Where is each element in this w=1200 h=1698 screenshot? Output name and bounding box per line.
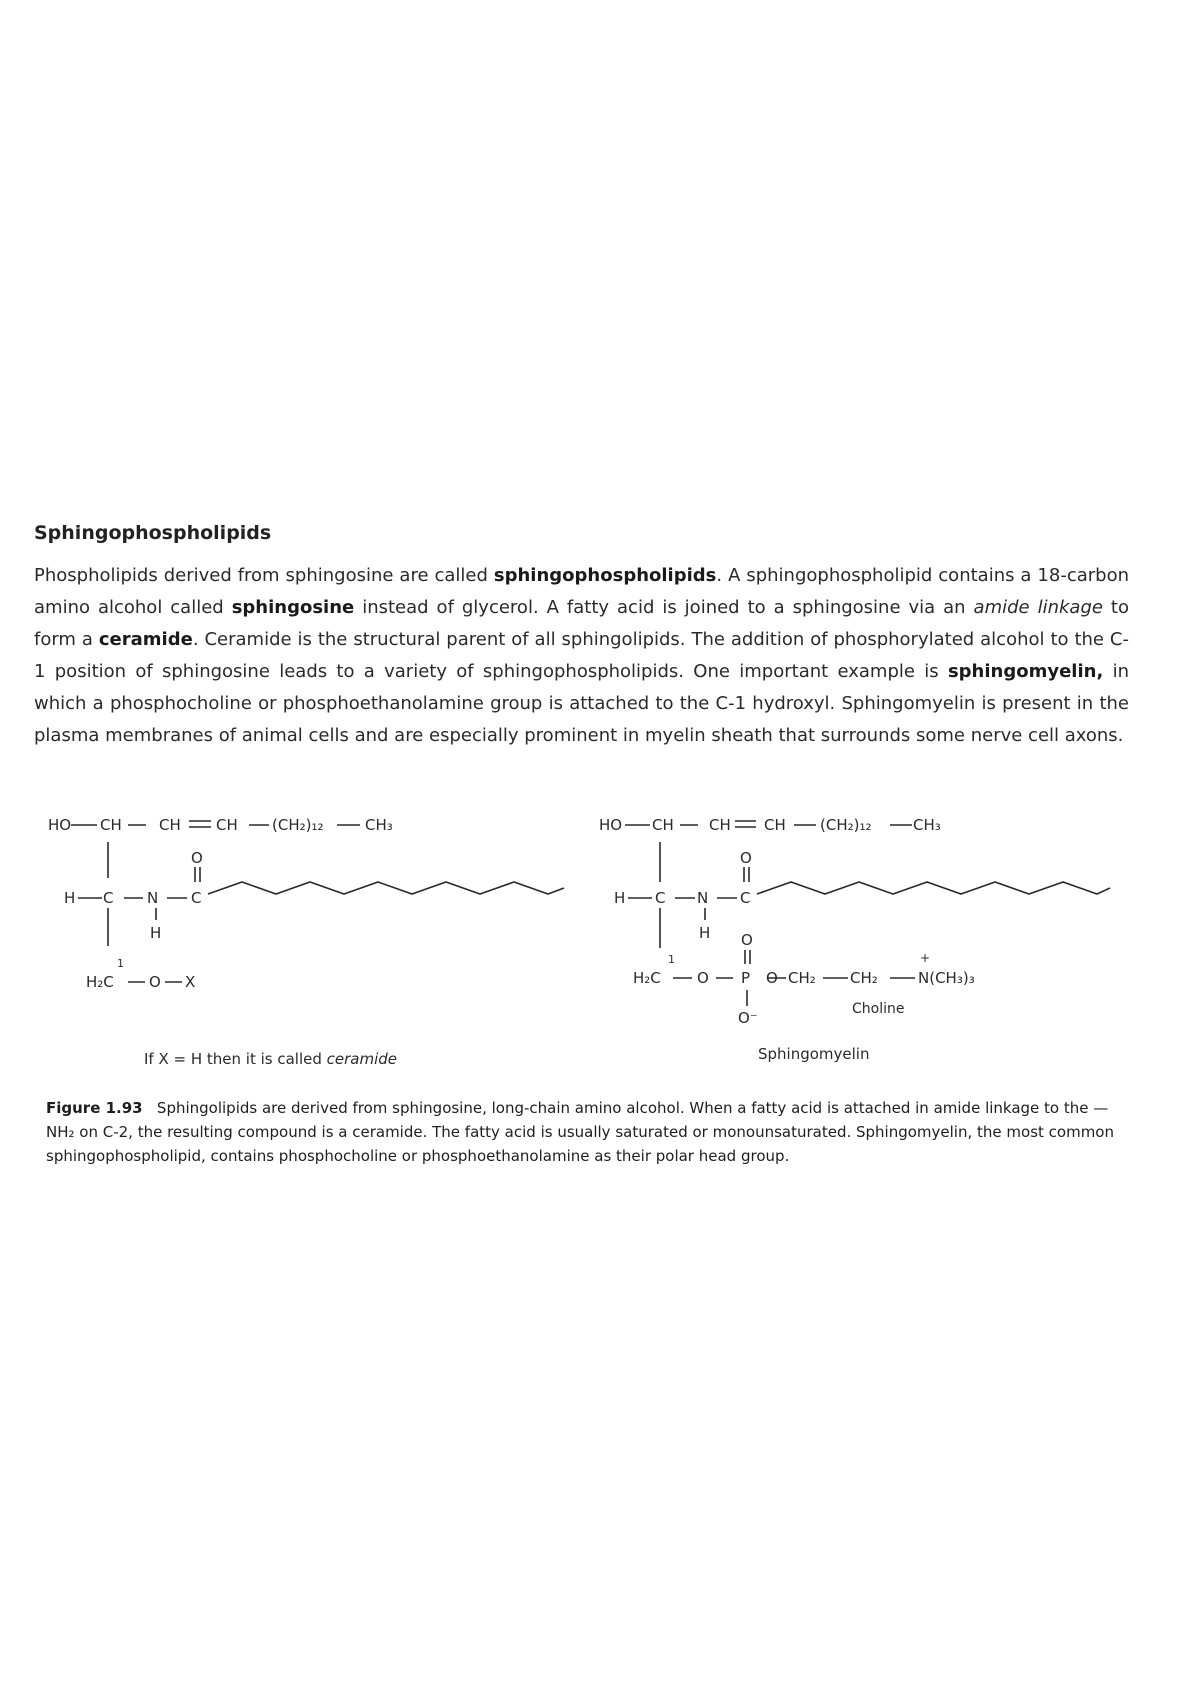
trimethylammonium-label: N(CH₃)₃ [918,969,975,987]
ch-label: CH [652,816,674,834]
x-group-label: X [185,973,196,991]
oxygen-label: O [766,969,778,987]
methyl-label: CH₃ [365,816,393,834]
carbon-number-label: 1 [117,957,124,970]
h2c-label: H₂C [633,969,661,987]
structures-figure [0,790,1200,1090]
term-sphingosine: sphingosine [231,597,355,618]
methylene-label: CH₂ [788,969,816,987]
caption-text: Sphingolipids are derived from sphingosine, long-chain amino alcohol. When a fatty acid is attached in amide linkage to the —NH₂ on C-2, the resulting compound is a ceramide. The fatty acid is usually saturated or monounsaturated. Sphingomyelin, the most common sphingophospholipid, contains phosphocholine or phosphoethanolamine as their polar head group. [46,1099,1114,1165]
chain-group-label: (CH₂)₁₂ [820,816,872,834]
methylene-label: CH₂ [850,969,878,987]
amide-hydrogen-label: H [150,924,162,942]
figure-caption [46,1096,1116,1168]
ho-label: HO [599,816,623,834]
section-heading: Sphingophospholipids [34,522,272,544]
carbon-label: C [103,889,114,907]
carbonyl-carbon-label: C [740,889,751,907]
para-text-4: to form a [34,597,1129,650]
para-text-5: . Ceramide is the structural parent of all sphingolipids. The addition of phosphorylated alcohol to the C-1 position of sphingosine leads to a variety of sphingophospholipids. One important example is [34,629,1129,682]
para-text-2: . A sphingophospholipid contains a 18-carbon amino alcohol called [34,565,1129,618]
hydrogen-label: H [614,889,626,907]
positive-charge-label: + [920,951,931,965]
sphingomyelin-label: Sphingomyelin [758,1045,870,1063]
figure-number: Figure 1.93 [46,1099,143,1117]
ceramide-note-term: ceramide [326,1050,398,1068]
carbonyl-oxygen-label: O [740,849,752,867]
body-paragraph [34,560,1129,752]
carbonyl-carbon-label: C [191,889,202,907]
oxyanion-label: O⁻ [738,1009,758,1027]
ceramide-note [144,1050,397,1068]
ch-label: CH [100,816,122,834]
phosphorus-label: P [741,969,751,987]
ch-label: CH [216,816,238,834]
ch-label: CH [764,816,786,834]
para-text-1: Phospholipids derived from sphingosine are called [34,565,494,586]
methyl-label: CH₃ [913,816,941,834]
term-sphingomyelin: sphingomyelin, [947,661,1104,682]
h2c-label: H₂C [86,973,114,991]
term-sphingophospholipids: sphingophospholipids [493,565,717,586]
oxygen-label: O [697,969,709,987]
ceramide-note-prefix: If X = H then it is called [144,1050,327,1068]
choline-label: Choline [852,1001,905,1017]
term-ceramide: ceramide [98,629,193,650]
nitrogen-label: N [147,889,159,907]
ch-label: CH [159,816,181,834]
ch-label: CH [709,816,731,834]
ho-label: HO [48,816,72,834]
para-text-3: instead of glycerol. A fatty acid is joined to a sphingosine via an [354,597,974,618]
carbon-number-label: 1 [668,953,675,966]
term-amide-linkage: amide linkage [973,597,1103,618]
amide-hydrogen-label: H [699,924,711,942]
carbonyl-oxygen-label: O [191,849,203,867]
nitrogen-label: N [697,889,709,907]
phosphoryl-oxygen-label: O [741,931,753,949]
para-text-6: in which a phosphocholine or phosphoethanolamine group is attached to the C-1 hydroxyl. Sphingomyelin is present in the plasma membranes of animal cells and are especially prominent in myelin sheath that surrounds some nerve cell axons. [34,661,1129,746]
oxygen-label: O [149,973,161,991]
carbon-label: C [655,889,666,907]
hydrogen-label: H [64,889,76,907]
chain-group-label: (CH₂)₁₂ [272,816,324,834]
